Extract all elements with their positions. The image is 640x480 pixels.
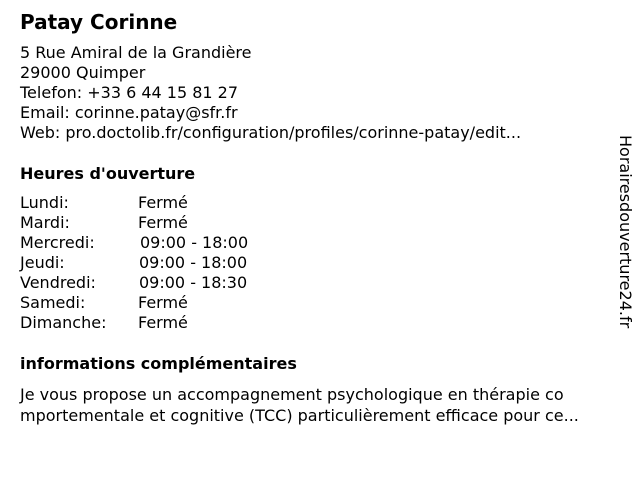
- email-line[interactable]: Email: corinne.patay@sfr.fr: [20, 103, 238, 122]
- contact-block: [20, 43, 521, 143]
- day-hours: 09:00 - 18:00: [140, 233, 249, 252]
- day-hours: Fermé: [138, 293, 188, 312]
- description-line: Je vous propose un accompagnement psychologique en thérapie co: [20, 385, 564, 404]
- description-line: mportementale et cognitive (TCC) particulièrement efficace pour ce...: [20, 406, 579, 425]
- day-hours: Fermé: [138, 213, 188, 232]
- day-label: Samedi:: [20, 293, 86, 312]
- site-watermark-label: Horairesdouverture24.fr: [616, 135, 635, 329]
- day-label: Mardi:: [20, 213, 70, 232]
- day-hours: Fermé: [138, 313, 188, 332]
- day-hours: 09:00 - 18:30: [139, 273, 248, 292]
- business-name: Patay Corinne: [20, 10, 178, 34]
- address-city: 29000 Quimper: [20, 63, 146, 82]
- day-label: Dimanche:: [20, 313, 107, 332]
- address-street: 5 Rue Amiral de la Grandière: [20, 43, 252, 62]
- hours-heading: Heures d'ouverture: [20, 164, 196, 183]
- day-label: Vendredi:: [20, 273, 96, 292]
- day-hours: 09:00 - 18:00: [139, 253, 248, 272]
- description-text: [20, 384, 630, 426]
- day-label: Mercredi:: [20, 233, 95, 252]
- info-heading: informations complémentaires: [20, 354, 297, 373]
- day-label: Lundi:: [20, 193, 69, 212]
- phone-line[interactable]: Telefon: +33 6 44 15 81 27: [20, 83, 239, 102]
- day-label: Jeudi:: [20, 253, 65, 272]
- web-line[interactable]: Web: pro.doctolib.fr/configuration/profiles/corinne-patay/edit...: [20, 123, 522, 142]
- day-hours: Fermé: [138, 193, 188, 212]
